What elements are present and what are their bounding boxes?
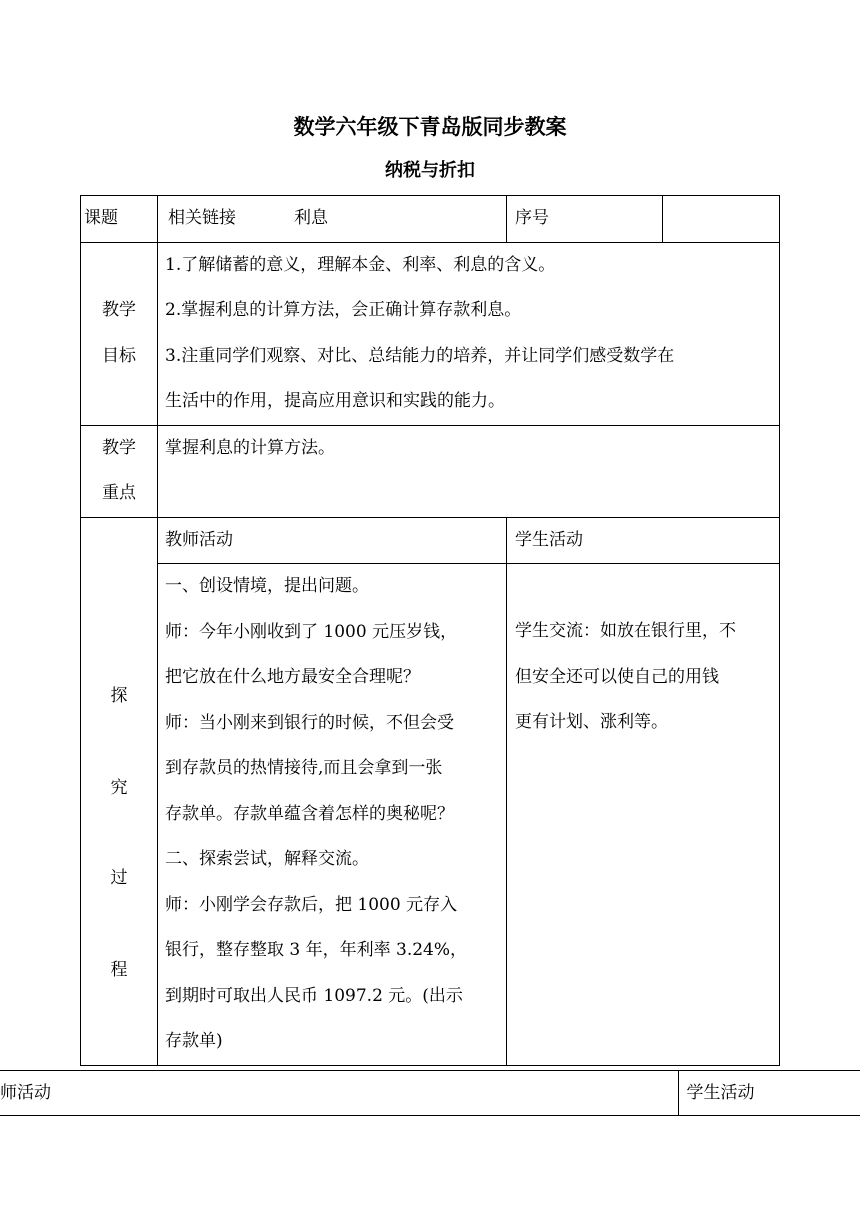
next-student-header: 学生活动 [686, 1083, 755, 1103]
topic-link-cell [158, 196, 507, 243]
teacher-line-10: 到期时可取出人民币 1097.2 元。(出示 [165, 985, 463, 1006]
teacher-line-6: 存款单。存款单蕴含着怎样的奥秘呢？ [165, 803, 454, 824]
student-activity-header [507, 517, 780, 564]
goal-item-3: 3.注重同学们观察、对比、总结能力的培养，并让同学们感受数学在 [165, 345, 675, 366]
seq-label-cell [507, 196, 663, 243]
teacher-activity-header [158, 517, 507, 564]
focus-text: 掌握利息的计算方法。 [165, 437, 335, 458]
next-page-table-header [0, 1070, 860, 1116]
focus-content-cell [158, 425, 780, 517]
seq-label: 序号 [515, 208, 549, 228]
process-content-row [81, 564, 780, 1066]
process-label-cell [81, 517, 158, 1065]
next-page-header-row [0, 1071, 860, 1116]
goals-label-cell [81, 242, 158, 425]
student-line-1: 学生交流：如放在银行里，不 [515, 621, 736, 641]
focus-label-cell [81, 425, 158, 517]
teacher-line-4: 师：当小刚来到银行的时候，不但会受 [165, 712, 454, 733]
process-header-row [81, 517, 780, 564]
goal-item-2: 2.掌握利息的计算方法，会正确计算存款利息。 [165, 300, 522, 320]
process-label-char-1: 探 [110, 685, 128, 706]
next-student-header-cell [678, 1071, 860, 1116]
teacher-activity-label: 教师活动 [165, 529, 233, 550]
teacher-line-7: 二、探索尝试，解释交流。 [165, 849, 369, 869]
goals-label-line2: 目标 [102, 345, 136, 366]
topic-label-cell [81, 196, 158, 243]
process-label-char-2: 究 [110, 777, 128, 798]
lesson-subtitle: 纳税与折扣 [385, 160, 475, 181]
student-line-2: 但安全还可以使自己的用钱 [515, 666, 719, 687]
focus-row [81, 425, 780, 517]
teacher-line-1: 一、创设情境，提出问题。 [165, 576, 369, 596]
teacher-line-2: 师：今年小刚收到了 1000 元压岁钱， [165, 621, 458, 642]
student-activity-cell [507, 564, 780, 1066]
topic-label: 课题 [84, 208, 118, 228]
page-title: 数学六年级下青岛版同步教案 [293, 115, 567, 139]
next-teacher-header: 师活动 [0, 1083, 51, 1103]
teacher-line-9: 银行，整存整取 3 年，年利率 3.24%， [165, 940, 468, 960]
lesson-plan-table [80, 195, 780, 1066]
topic-name: 利息 [294, 208, 328, 228]
goals-row [81, 242, 780, 425]
focus-label-line1: 教学 [102, 437, 136, 458]
goals-content-cell [158, 242, 780, 425]
process-label-char-3: 过 [110, 867, 128, 888]
seq-value-cell [663, 196, 780, 243]
teacher-line-8: 师：小刚学会存款后，把 1000 元存入 [165, 894, 458, 915]
teacher-line-3: 把它放在什么地方最安全合理呢？ [165, 667, 420, 687]
student-line-3: 更有计划、涨利等。 [515, 712, 668, 732]
student-activity-label: 学生活动 [515, 529, 583, 550]
goal-item-1: 1.了解储蓄的意义，理解本金、利率、利息的含义。 [165, 254, 556, 275]
teacher-activity-cell [158, 564, 507, 1066]
focus-label-line2: 重点 [102, 483, 136, 503]
teacher-line-5: 到存款员的热情接待,而且会拿到一张 [165, 758, 443, 778]
goal-item-3-cont: 生活中的作用，提高应用意识和实践的能力。 [165, 391, 505, 411]
topic-row [81, 196, 780, 243]
goals-label-line1: 教学 [102, 300, 136, 320]
teacher-line-11: 存款单) [165, 1031, 223, 1051]
related-link-label: 相关链接 [168, 208, 236, 228]
next-teacher-header-cell [0, 1071, 678, 1116]
process-label-char-4: 程 [110, 959, 128, 980]
